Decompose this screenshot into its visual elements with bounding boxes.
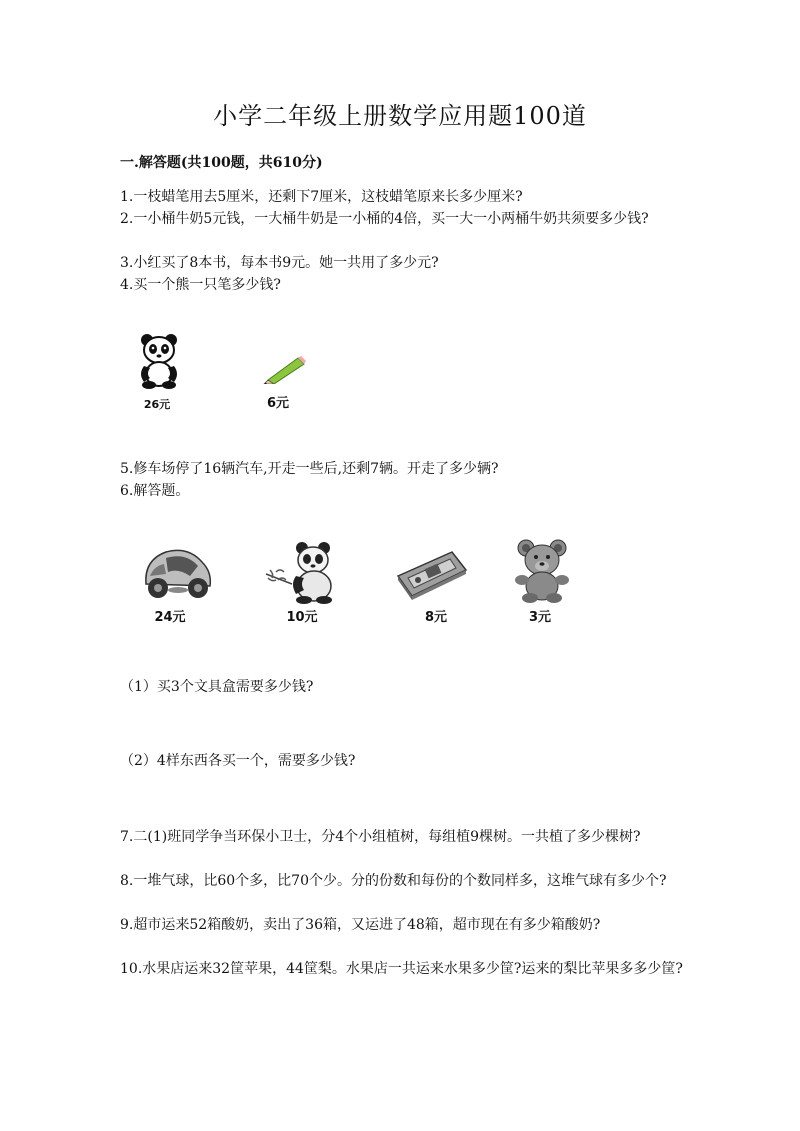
toy-car-price: 24元 — [154, 610, 186, 625]
question-6-sub-1: （1）买3个文具盒需要多少钱? — [120, 679, 314, 695]
pencil-case-icon — [394, 546, 470, 602]
teddy-bear-icon — [512, 538, 572, 604]
page-title: 小学二年级上册数学应用题100道 — [213, 102, 587, 130]
panda-toy-price: 10元 — [286, 610, 318, 625]
panda-icon — [136, 332, 182, 390]
question-1: 1.一枝蜡笔用去5厘米，还剩下7厘米，这枝蜡笔原来长多少厘米? — [120, 189, 523, 205]
teddy-bear-price: 3元 — [528, 610, 552, 625]
section-header: 一.解答题(共100题，共610分) — [120, 155, 323, 171]
bamboo-panda-icon — [264, 540, 338, 604]
question-10: 10.水果店运来32筐苹果，44筐梨。水果店一共运来水果多少筐?运来的梨比苹果多多少筐? — [120, 961, 683, 977]
question-2: 2.一小桶牛奶5元钱，一大桶牛奶是一小桶的4倍，买一大一小两桶牛奶共须要多少钱? — [120, 211, 649, 227]
pencil-price: 6元 — [266, 396, 290, 411]
question-3: 3.小红买了8本书，每本书9元。她一共用了多少元? — [120, 255, 439, 271]
question-9: 9.超市运来52箱酸奶，卖出了36箱，又运进了48箱，超市现在有多少箱酸奶? — [120, 917, 601, 933]
pencil-case-price: 8元 — [424, 610, 448, 625]
question-6-sub-2: （2）4样东西各买一个，需要多少钱? — [120, 753, 356, 769]
panda-price: 26元 — [143, 398, 171, 411]
toy-car-icon — [136, 540, 218, 604]
question-5: 5.修车场停了16辆汽车,开走一些后,还剩7辆。开走了多少辆? — [120, 461, 499, 477]
question-6: 6.解答题。 — [120, 483, 190, 499]
question-7: 7.二(1)班同学争当环保小卫士，分4个小组植树，每组植9棵树。一共植了多少棵树? — [120, 829, 641, 845]
question-4: 4.买一个熊一只笔多少钱? — [120, 277, 281, 293]
question-8: 8.一堆气球，比60个多，比70个少。分的份数和每份的个数同样多，这堆气球有多少个? — [120, 873, 667, 889]
pencil-icon — [262, 354, 308, 384]
